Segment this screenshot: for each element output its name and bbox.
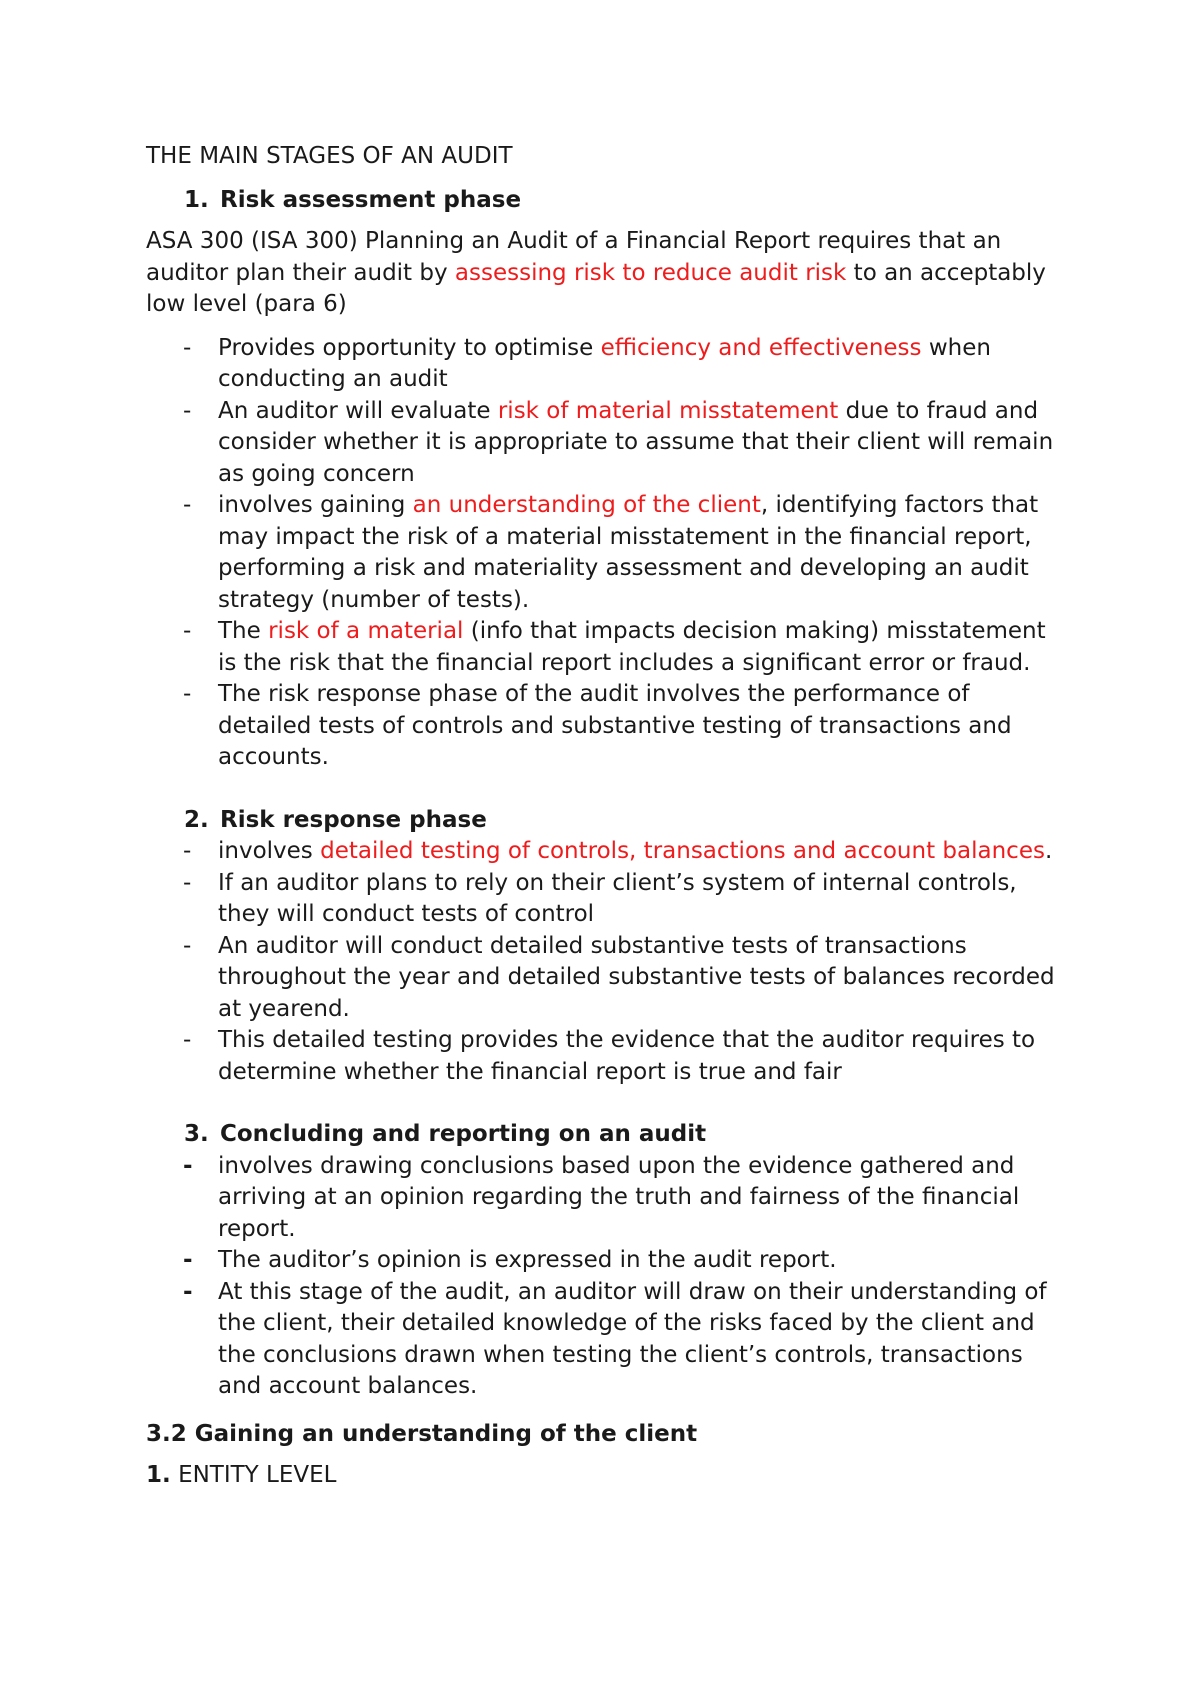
- bullet-list-section3: [146, 1151, 1066, 1403]
- entity-level-heading: [146, 1460, 1066, 1492]
- paragraph-asa300: [146, 226, 1066, 321]
- list-item: - Provides opportunity to optimise efficiency and effectiveness when conducting an audit: [146, 333, 1066, 396]
- document-page: [146, 141, 1066, 1492]
- bullet-list-section1: [146, 333, 1066, 774]
- list-item: - An auditor will conduct detailed substantive tests of transactions throughout the year and detailed substantive tests of balances recorded at yearend.: [146, 931, 1066, 1026]
- section-number: 2.: [184, 806, 209, 833]
- document-title: THE MAIN STAGES OF AN AUDIT: [146, 143, 513, 169]
- highlighted-text: risk of material misstatement: [497, 397, 839, 424]
- section-number: 1.: [184, 186, 209, 213]
- entity-label: ENTITY LEVEL: [178, 1462, 337, 1488]
- highlighted-text: detailed testing of controls, transactions and account balances: [320, 838, 1045, 864]
- highlighted-text: assessing risk to reduce audit risk: [454, 259, 847, 286]
- section-number: 3.: [184, 1121, 209, 1147]
- section-heading-text: Risk response phase: [220, 806, 487, 833]
- list-item: - The auditor’s opinion is expressed in the audit report.: [146, 1245, 1066, 1277]
- list-item: - The risk response phase of the audit involves the performance of detailed tests of controls and substantive testing of transactions and accounts.: [146, 679, 1066, 774]
- entity-number: 1.: [146, 1462, 171, 1488]
- section-heading-concluding: [184, 1119, 1066, 1151]
- bullet-list-section2: [146, 836, 1066, 1088]
- list-item: - If an auditor plans to rely on their client’s system of internal controls, they will conduct tests of control: [146, 868, 1066, 931]
- subheading-understanding-client: 3.2 Gaining an understanding of the client: [146, 1420, 698, 1447]
- section-heading-risk-assessment: [184, 185, 1066, 217]
- list-item: - At this stage of the audit, an auditor will draw on their understanding of the client, their detailed knowledge of the risks faced by the client and the conclusions drawn when testing the client’s controls, transactions and account balances.: [146, 1277, 1066, 1403]
- section-heading-text: Risk assessment phase: [220, 186, 522, 213]
- list-item: - This detailed testing provides the evidence that the auditor requires to determine whether the financial report is true and fair: [146, 1025, 1066, 1088]
- list-item: - involves detailed testing of controls, transactions and account balances.: [146, 836, 1066, 868]
- section-heading-text: Concluding and reporting on an audit: [220, 1121, 707, 1147]
- paragraph-text: to an acceptably low level (para 6): [146, 259, 1046, 317]
- paragraph-text: ASA 300 (ISA 300) Planning an Audit of a Financial Report requires that an auditor plan their audit by: [146, 228, 1002, 286]
- highlighted-text: risk of a material: [268, 618, 464, 644]
- list-item: - involves drawing conclusions based upon the evidence gathered and arriving at an opinion regarding the truth and fairness of the financial report.: [146, 1151, 1066, 1246]
- list-item: - The risk of a material (info that impacts decision making) misstatement is the risk that the financial report includes a significant error or fraud.: [146, 616, 1066, 679]
- highlighted-text: efficiency and effectiveness: [600, 334, 922, 361]
- highlighted-text: an understanding of the client: [412, 492, 761, 518]
- section-heading-risk-response: [184, 805, 1066, 837]
- list-item: - An auditor will evaluate risk of material misstatement due to fraud and consider whether it is appropriate to assume that their client will remain as going concern: [146, 396, 1066, 491]
- list-item: - involves gaining an understanding of the client, identifying factors that may impact the risk of a material misstatement in the financial report, performing a risk and materiality assessment and developing an audit strategy (number of tests).: [146, 490, 1066, 616]
